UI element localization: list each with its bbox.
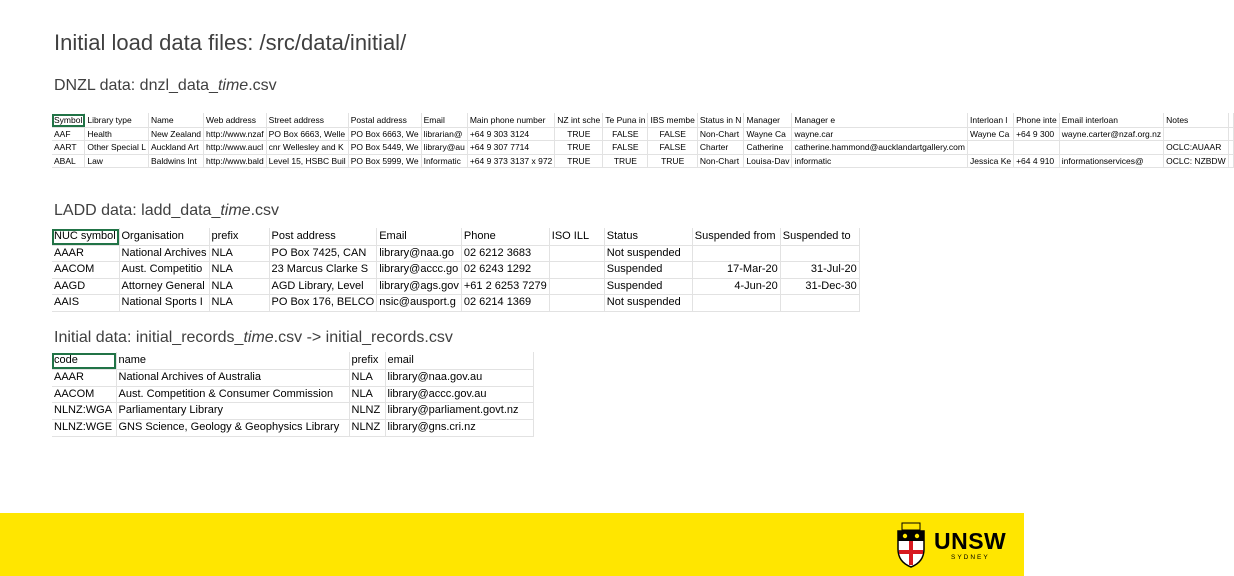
unsw-logo <box>896 522 1006 570</box>
table-cell[interactable]: Suspended <box>604 278 692 295</box>
table-cell[interactable] <box>549 245 604 262</box>
initial-spreadsheet <box>52 352 534 437</box>
table-cell[interactable]: TRUE <box>555 154 603 168</box>
table-cell[interactable]: 4-Jun-20 <box>692 278 780 295</box>
table-cell[interactable]: library@ags.gov <box>377 278 462 295</box>
table-row <box>52 154 1233 168</box>
table-cell[interactable]: FALSE <box>648 141 697 155</box>
column-header[interactable]: prefix <box>209 229 269 246</box>
table-cell[interactable]: informationservices@ <box>1059 154 1163 168</box>
table-cell[interactable]: NLNZ:WGE <box>52 420 116 437</box>
table-cell[interactable]: Charter <box>697 141 744 155</box>
table-row <box>52 245 859 262</box>
table-cell[interactable]: PO Box 5449, We <box>348 141 421 155</box>
table-cell[interactable] <box>1228 127 1233 141</box>
table-cell[interactable]: AAGD <box>52 278 119 295</box>
table-cell[interactable] <box>549 295 604 312</box>
header-row <box>52 114 1233 128</box>
table-cell[interactable]: National Archives of Australia <box>116 369 349 386</box>
column-header[interactable]: NZ int sche <box>555 114 603 128</box>
table-cell[interactable]: AACOM <box>52 386 116 403</box>
column-header[interactable]: Street address <box>266 114 348 128</box>
table-cell[interactable]: Health <box>85 127 149 141</box>
table-cell[interactable]: http://www.bald <box>204 154 267 168</box>
table-cell[interactable] <box>780 245 859 262</box>
footer-bar <box>0 513 1024 576</box>
table-cell[interactable]: wayne.car <box>792 127 968 141</box>
logo-subtitle: SYDNEY <box>951 554 990 561</box>
table-cell[interactable]: +64 4 910 <box>1014 154 1060 168</box>
column-header[interactable]: Main phone number <box>467 114 554 128</box>
initial-label: Initial data: initial_records_time.csv -> initial_records.csv <box>54 329 453 346</box>
table-cell[interactable]: library@accc.gov.au <box>385 386 533 403</box>
table-cell[interactable]: Aust. Competitio <box>119 262 209 279</box>
table-cell[interactable]: Informatic <box>421 154 467 168</box>
column-header[interactable]: ISO ILL <box>549 229 604 246</box>
table-cell[interactable]: 31-Dec-30 <box>780 278 859 295</box>
column-header[interactable]: Status <box>604 229 692 246</box>
table-cell[interactable]: AACOM <box>52 262 119 279</box>
table-cell[interactable]: Level 15, HSBC Buil <box>266 154 348 168</box>
table-cell[interactable]: AGD Library, Level <box>269 278 377 295</box>
table-cell[interactable]: Not suspended <box>604 295 692 312</box>
table-cell[interactable]: PO Box 6663, We <box>348 127 421 141</box>
table-cell[interactable]: NLNZ <box>349 403 385 420</box>
column-header[interactable]: name <box>116 353 349 370</box>
table-cell[interactable]: library@parliament.govt.nz <box>385 403 533 420</box>
table-cell[interactable]: +64 9 373 3137 x 972 <box>467 154 554 168</box>
table-cell[interactable]: TRUE <box>555 141 603 155</box>
table-cell[interactable]: Baldwins Int <box>148 154 203 168</box>
table-row <box>52 278 859 295</box>
dnzl-label: DNZL data: dnzl_data_time.csv <box>54 77 277 94</box>
column-header[interactable]: Te Puna in <box>603 114 648 128</box>
table-row <box>52 141 1233 155</box>
slide-title: Initial load data files: /src/data/initial/ <box>54 30 407 55</box>
table-cell[interactable]: Wayne Ca <box>967 127 1013 141</box>
table-cell[interactable]: GNS Science, Geology & Geophysics Library <box>116 420 349 437</box>
column-header[interactable]: Email <box>377 229 462 246</box>
column-header[interactable]: Symbol <box>52 114 85 128</box>
table-cell[interactable]: NLNZ:WGA <box>52 403 116 420</box>
table-cell[interactable]: FALSE <box>603 127 648 141</box>
table-cell[interactable]: library@naa.go <box>377 245 462 262</box>
table-cell[interactable] <box>692 245 780 262</box>
table-row <box>52 127 1233 141</box>
table-cell[interactable]: Law <box>85 154 149 168</box>
table-cell[interactable]: Wayne Ca <box>744 127 792 141</box>
column-header[interactable]: Post address <box>269 229 377 246</box>
table-cell[interactable]: National Sports I <box>119 295 209 312</box>
table-cell[interactable]: Louisa-Dav <box>744 154 792 168</box>
ladd-spreadsheet <box>52 228 860 312</box>
ladd-label: LADD data: ladd_data_time.csv <box>54 202 280 219</box>
table-cell[interactable]: +64 9 300 <box>1014 127 1060 141</box>
table-cell[interactable]: http://www.aucl <box>204 141 267 155</box>
column-header[interactable]: email <box>385 353 533 370</box>
table-cell[interactable]: AAIS <box>52 295 119 312</box>
table-cell[interactable]: Non-Chart <box>697 127 744 141</box>
table-cell[interactable]: Parliamentary Library <box>116 403 349 420</box>
table-cell[interactable]: FALSE <box>603 141 648 155</box>
table-row <box>52 369 533 386</box>
table-cell[interactable]: New Zealand <box>148 127 203 141</box>
dnzl-spreadsheet <box>52 113 1234 168</box>
table-cell[interactable]: http://www.nzaf <box>204 127 267 141</box>
column-header[interactable]: Email interloan <box>1059 114 1163 128</box>
column-header[interactable]: Suspended to <box>780 229 859 246</box>
table-cell[interactable]: AART <box>52 141 85 155</box>
table-cell[interactable]: NLNZ <box>349 420 385 437</box>
table-cell[interactable]: ABAL <box>52 154 85 168</box>
table-cell[interactable] <box>1059 141 1163 155</box>
column-header[interactable]: Notes <box>1164 114 1229 128</box>
table-cell[interactable]: PO Box 6663, Welle <box>266 127 348 141</box>
table-cell[interactable]: library@naa.gov.au <box>385 369 533 386</box>
table-cell[interactable]: wayne.carter@nzaf.org.nz <box>1059 127 1163 141</box>
table-cell[interactable]: Non-Chart <box>697 154 744 168</box>
table-cell[interactable]: NLA <box>349 369 385 386</box>
table-cell[interactable]: library@accc.go <box>377 262 462 279</box>
table-cell[interactable]: Other Special L <box>85 141 149 155</box>
logo-wordmark: UNSW <box>934 528 1007 554</box>
table-cell[interactable]: +61 2 6253 7279 <box>461 278 549 295</box>
column-header[interactable]: Status in N <box>697 114 744 128</box>
column-header[interactable]: Phone <box>461 229 549 246</box>
table-cell[interactable]: NLA <box>209 295 269 312</box>
table-cell[interactable]: NLA <box>209 278 269 295</box>
table-cell[interactable] <box>1014 141 1060 155</box>
column-header[interactable]: IBS membe <box>648 114 697 128</box>
table-cell[interactable]: AAAR <box>52 369 116 386</box>
table-cell[interactable] <box>780 295 859 312</box>
table-cell[interactable]: FALSE <box>648 127 697 141</box>
column-header[interactable]: Organisation <box>119 229 209 246</box>
table-cell[interactable] <box>1164 127 1229 141</box>
table-cell[interactable]: TRUE <box>555 127 603 141</box>
table-cell[interactable] <box>1228 141 1233 155</box>
table-cell[interactable]: AAF <box>52 127 85 141</box>
table-cell[interactable] <box>549 278 604 295</box>
table-cell[interactable]: 17-Mar-20 <box>692 262 780 279</box>
table-cell[interactable]: Aust. Competition & Consumer Commission <box>116 386 349 403</box>
table-cell[interactable]: Jessica Ke <box>967 154 1013 168</box>
table-cell[interactable]: OCLC:AUAAR <box>1164 141 1229 155</box>
table-cell[interactable]: Not suspended <box>604 245 692 262</box>
table-cell[interactable]: TRUE <box>603 154 648 168</box>
table-cell[interactable] <box>692 295 780 312</box>
table-cell[interactable]: catherine.hammond@aucklandartgallery.com <box>792 141 968 155</box>
table-cell[interactable]: TRUE <box>648 154 697 168</box>
table-cell[interactable]: library@gns.cri.nz <box>385 420 533 437</box>
table-row <box>52 386 533 403</box>
table-cell[interactable]: PO Box 5999, We <box>348 154 421 168</box>
table-cell[interactable]: librarian@ <box>421 127 467 141</box>
column-header[interactable] <box>1228 114 1233 128</box>
column-header[interactable]: Name <box>148 114 203 128</box>
table-cell[interactable]: Auckland Art <box>148 141 203 155</box>
table-cell[interactable]: Suspended <box>604 262 692 279</box>
table-cell[interactable]: Attorney General <box>119 278 209 295</box>
table-row <box>52 295 859 312</box>
table-cell[interactable]: 02 6214 1369 <box>461 295 549 312</box>
table-cell[interactable]: AAAR <box>52 245 119 262</box>
table-cell[interactable]: 31-Jul-20 <box>780 262 859 279</box>
table-cell[interactable]: 23 Marcus Clarke S <box>269 262 377 279</box>
column-header[interactable]: NUC symbol <box>52 229 119 246</box>
header-row <box>52 353 533 370</box>
column-header[interactable]: Manager e <box>792 114 968 128</box>
column-header[interactable]: Suspended from <box>692 229 780 246</box>
table-cell[interactable]: National Archives <box>119 245 209 262</box>
table-cell[interactable]: NLA <box>209 262 269 279</box>
table-cell[interactable] <box>549 262 604 279</box>
column-header[interactable]: Library type <box>85 114 149 128</box>
table-cell[interactable]: 02 6243 1292 <box>461 262 549 279</box>
table-row <box>52 262 859 279</box>
university-crest-icon <box>896 522 926 568</box>
column-header[interactable]: Interloan l <box>967 114 1013 128</box>
column-header[interactable]: Email <box>421 114 467 128</box>
table-cell[interactable]: NLA <box>209 245 269 262</box>
table-cell[interactable]: OCLC: NZBDW <box>1164 154 1229 168</box>
table-cell[interactable]: informatic <box>792 154 968 168</box>
table-cell[interactable]: nsic@ausport.g <box>377 295 462 312</box>
table-cell[interactable] <box>1228 154 1233 168</box>
column-header[interactable]: Manager <box>744 114 792 128</box>
table-row <box>52 420 533 437</box>
table-cell[interactable]: PO Box 176, BELCO <box>269 295 377 312</box>
table-cell[interactable]: NLA <box>349 386 385 403</box>
header-row <box>52 229 859 246</box>
table-cell[interactable] <box>967 141 1013 155</box>
column-header[interactable]: code <box>52 353 116 370</box>
table-row <box>52 403 533 420</box>
table-cell[interactable]: cnr Wellesley and K <box>266 141 348 155</box>
column-header[interactable]: Phone inte <box>1014 114 1060 128</box>
column-header[interactable]: prefix <box>349 353 385 370</box>
table-cell[interactable]: +64 9 303 3124 <box>467 127 554 141</box>
table-cell[interactable]: PO Box 7425, CAN <box>269 245 377 262</box>
table-cell[interactable]: 02 6212 3683 <box>461 245 549 262</box>
column-header[interactable]: Postal address <box>348 114 421 128</box>
table-cell[interactable]: library@au <box>421 141 467 155</box>
table-cell[interactable]: Catherine <box>744 141 792 155</box>
column-header[interactable]: Web address <box>204 114 267 128</box>
table-cell[interactable]: +64 9 307 7714 <box>467 141 554 155</box>
